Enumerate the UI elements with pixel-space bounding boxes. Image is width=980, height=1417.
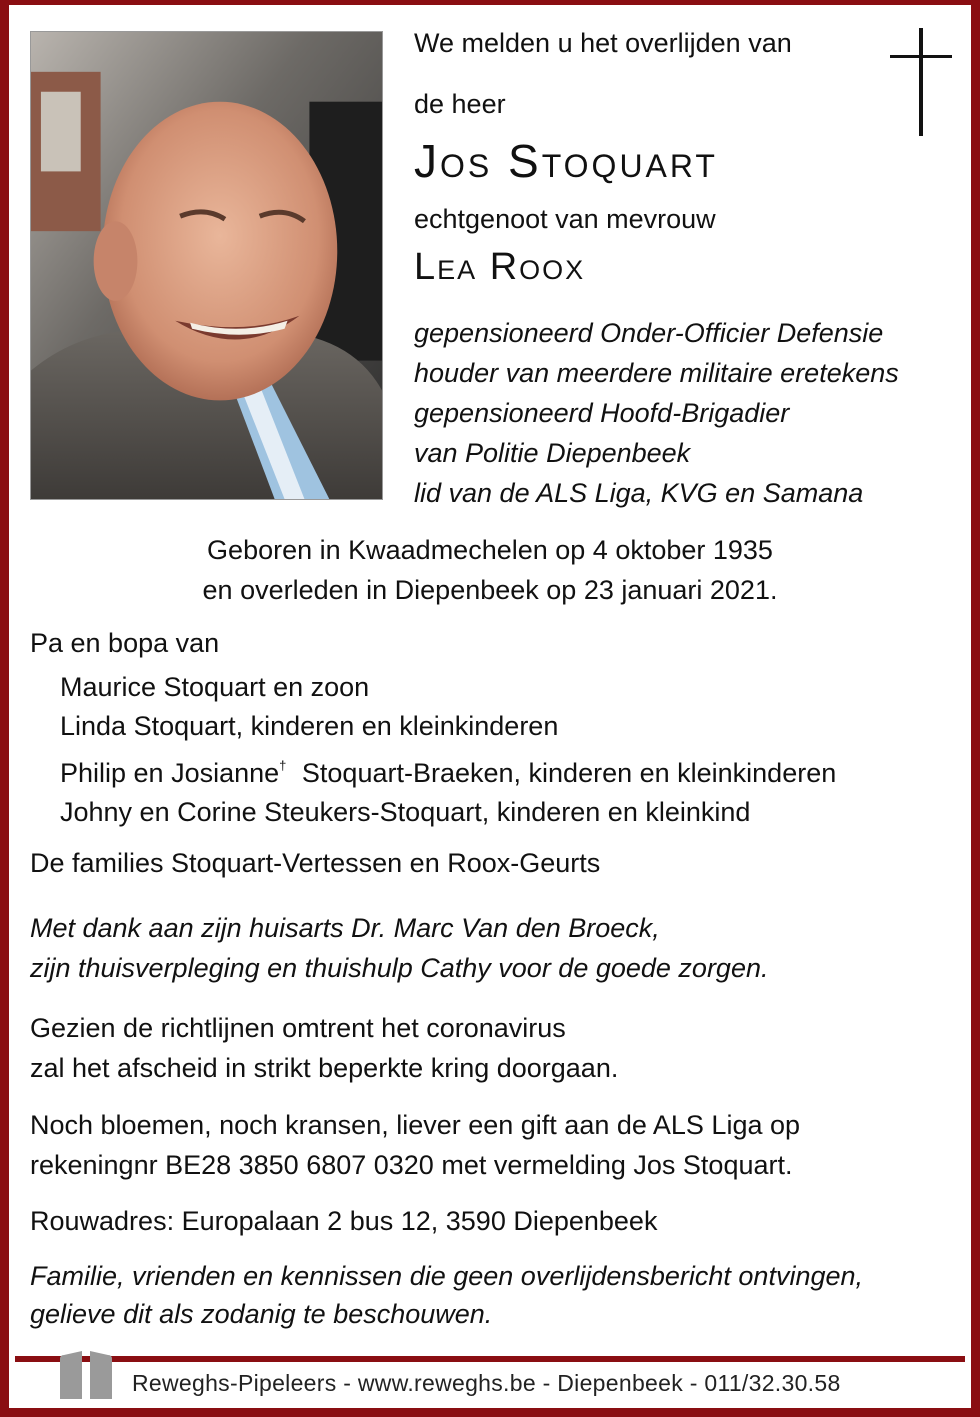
family-member-name: Philip en Josianne [60, 758, 280, 788]
thanks-line: zijn thuisverpleging en thuishulp Cathy voor de goede zorgen. [30, 953, 769, 983]
flowers-line: rekeningnr BE28 3850 6807 0320 met vermelding Jos Stoquart. [30, 1150, 793, 1180]
role-line: van Politie Diepenbeek [414, 438, 691, 468]
portrait-illustration [31, 32, 382, 499]
footer-divider [15, 1356, 965, 1362]
role-line: houder van meerdere militaire eretekens [414, 358, 899, 388]
intro-line-2: de heer [414, 89, 506, 119]
family-member: Johny en Corine Steukers-Stoquart, kinderen en kleinkind [60, 797, 751, 827]
life-dates [0, 530, 980, 610]
family-title: Pa en bopa van [30, 628, 220, 658]
bottom-border [0, 1408, 980, 1417]
family-members [60, 668, 836, 832]
closing-note [30, 1257, 863, 1333]
role-line: gepensioneerd Hoofd-Brigadier [414, 398, 790, 428]
top-border [0, 0, 980, 5]
role-line: lid van de ALS Liga, KVG en Samana [414, 478, 864, 508]
family-member: Maurice Stoquart en zoon [60, 672, 370, 702]
spouse-intro: echtgenoot van mevrouw [414, 204, 716, 234]
flowers-line: Noch bloemen, noch kransen, liever een gift aan de ALS Liga op [30, 1110, 801, 1140]
role-line: gepensioneerd Onder-Officier Defensie [414, 318, 884, 348]
family-member [60, 746, 836, 793]
corona-line: zal het afscheid in strikt beperkte kring doorgaan. [30, 1053, 619, 1083]
corona-line: Gezien de richtlijnen omtrent het coronavirus [30, 1013, 566, 1043]
roles-list [414, 313, 899, 513]
dagger-icon: † [279, 758, 287, 773]
corona-notice [30, 1008, 618, 1088]
left-border [0, 0, 9, 1417]
flowers-notice [30, 1105, 800, 1185]
family-member: Linda Stoquart, kinderen en kleinkinderen [60, 711, 559, 741]
footer-contact: Reweghs-Pipeleers - www.reweghs.be - Diepenbeek - 011/32.30.58 [132, 1370, 841, 1396]
deceased-name: Jos Stoquart [414, 135, 718, 187]
intro-line-1: We melden u het overlijden van [414, 28, 792, 58]
note-line: Familie, vrienden en kennissen die geen overlijdensbericht ontvingen, [30, 1261, 864, 1291]
portrait-photo [30, 31, 383, 500]
cross-icon [890, 28, 952, 136]
thanks-line: Met dank aan zijn huisarts Dr. Marc Van den Broeck, [30, 913, 660, 943]
right-border [971, 0, 980, 1417]
thanks-text [30, 908, 768, 988]
spouse-name: Lea Roox [414, 246, 586, 288]
mourning-address: Rouwadres: Europalaan 2 bus 12, 3590 Diepenbeek [30, 1206, 658, 1236]
note-line: gelieve dit als zodanig te beschouwen. [30, 1299, 493, 1329]
funeral-home-logo-icon [58, 1349, 114, 1401]
death-line: en overleden in Diepenbeek op 23 januari 2021. [202, 575, 778, 605]
families-line: De families Stoquart-Vertessen en Roox-Geurts [30, 848, 601, 878]
family-member-rest: Stoquart-Braeken, kinderen en kleinkinderen [301, 758, 837, 788]
birth-line: Geboren in Kwaadmechelen op 4 oktober 1935 [207, 535, 773, 565]
